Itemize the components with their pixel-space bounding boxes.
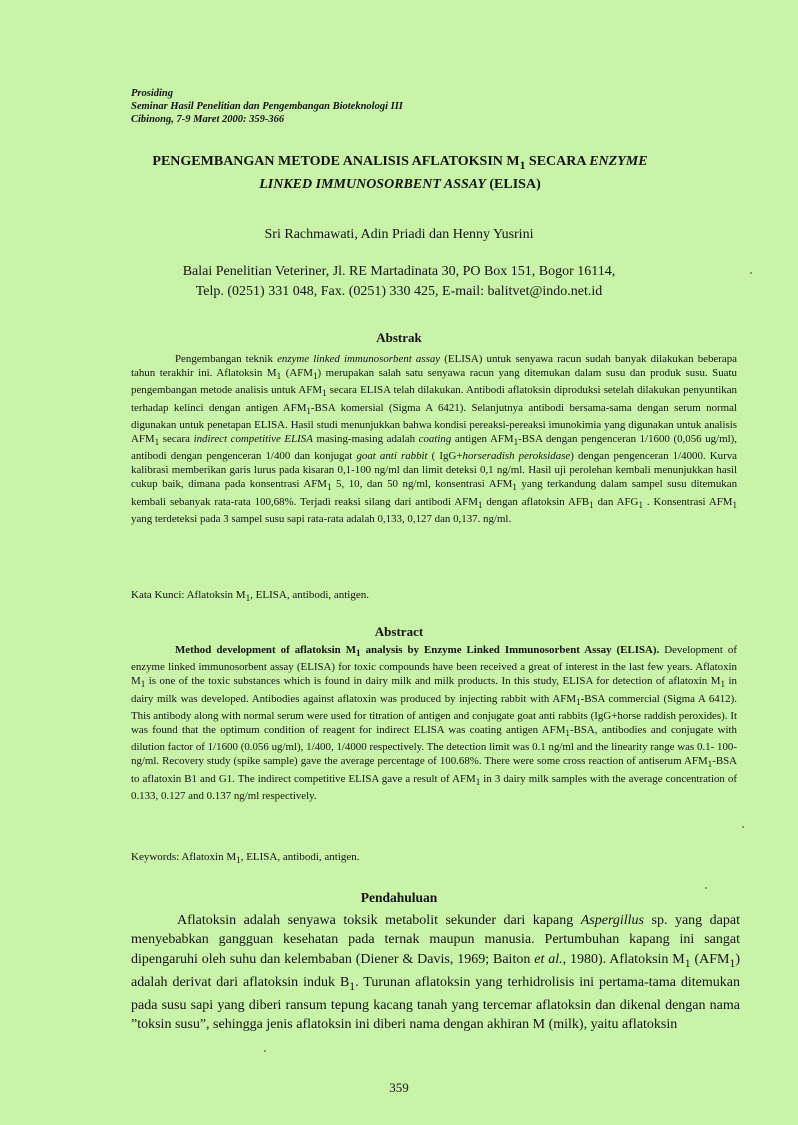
- authors: Sri Rachmawati, Adin Priadi dan Henny Yusrini: [264, 227, 534, 242]
- affiliation: [0, 262, 798, 302]
- proceeding-info: [131, 87, 403, 126]
- abstract-keywords: Keywords: Aflatoxin $M_1$, ELISA, antibodi, antigen.: [131, 851, 360, 866]
- abstract-text: Method development of aflatoksin $M_1$ analysis by Enzyme Linked Immunosorbent Assay (ELISA). Development of enzyme linked immunosorbent assay (ELISA) for toxic compounds have been received a great of interest in the last few years. Aflatoxin $M_1$ is one of the toxic substances which is found in dairy milk and milk products. In this study, ELISA for detection of aflatoxin $M_1$ in dairy milk was developed. Antibodies against aflatoxin was produced by injecting rabbit with $AFM_1$-BSA commercial (Sigma A 6412). This antibody along with normal serum were used for titration of antigen and conjugate goat anti rabbits (IgG+horse raddish peroxides). It was found that the optimum condition of reagent for indirect ELISA was coating antigen $AFM_1$-BSA, antibodies and conjugate with dilution factor of 1/1600 (0.056 ug/ml), 1/400, 1/4000 respectively. The detection limit was 0.1 ng/ml and the linearity range was 0.1- 100-ng/ml. Recovery study (spike sample) gave the average percentage of 100.68%. There were some cross reaction of antiserum $AFM_1$-BSA to aflatoxin B1 and G1. The indirect competitive ELISA gave a result of $AFM_1$ in 3 dairy milk samples with the average concentration of 0.133, 0.127 and 0.137 ng/ml respectively.: [131, 644, 737, 802]
- affiliation-address: Balai Penelitian Veteriner, Jl. RE Martadinata 30, PO Box 151, Bogor 16114,: [182, 264, 616, 279]
- scan-speck: [742, 826, 744, 828]
- pendahuluan-text: Aflatoksin adalah senyawa toksik metabolit sekunder dari kapang Aspergillus sp. yang dapat menyebabkan gangguan kesehatan pada ternak maupun manusia. Pertumbuhan kapang ini sangat dipengaruhi oleh suhu dan kelembaban (Diener & Davis, 1969; Baiton et al., 1980). Aflatoksin $M_1$ $(AFM_1)$ adalah derivat dari aflatoksin induk $B_1$. Turunan aflatoksin yang terhidrolisis ini pertama-tama ditemukan pada susu sapi yang diberi ransum tepung kacang tanah yang tercemar aflatoksin dan dikenal dengan nama ”toksin susu”, sehingga jenis aflatoksin ini diberi nama dengan akhiran M (milk), yaitu aflatoksin: [131, 913, 741, 1033]
- abstrak-keywords: Kata Kunci: Aflatoksin $M_1$, ELISA, antibodi, antigen.: [131, 589, 369, 604]
- scan-speck: [264, 1050, 266, 1052]
- affiliation-contact: Telp. (0251) 331 048, Fax. (0251) 330 425, E-mail: balitvet@indo.net.id: [195, 284, 603, 299]
- paper-title: PENGEMBANGAN METODE ANALISIS AFLATOKSIN $M_1$ SECARA ENZYME LINKED IMMUNOSORBENT ASSAY (ELISA): [152, 154, 648, 192]
- proceeding-label: Prosiding: [131, 88, 174, 99]
- abstrak-text: Pengembangan teknik enzyme linked immunosorbent assay (ELISA) untuk senyawa racun sudah banyak dilakukan beberapa tahun terakhir ini. Aflatoksin $M_1$ $(AFM_1)$ merupakan salah satu senyawa racun yang ditemukan dalam susu dan produk susu. Suatu pengembangan metode analisis untuk $AFM_1$ secara ELISA telah dilakukan. Antibodi aflatoksin diproduksi setelah dilakukan penyuntikan terhadap kelinci dengan antigen $AFM_1$-BSA komersial (Sigma A 6421). Selanjutnya antibodi bersama-sama dengan serum normal digunakan untuk penetapan ELISA. Hasil studi menunjukkan bahwa kondisi pereaksi-pereaksi imunokimia yang digunakan untuk analisis $AFM_1$ secara indirect competitive ELISA masing-masing adalah coating antigen $AFM_1$-BSA dengan pengenceran 1/1600 (0,056 ug/ml), antibodi dengan pengenceran 1/400 dan konjugat goat anti rabbit ( IgG+horseradish peroksidase) dengan pengenceran 1/4000. Kurva kalibrasi memberikan garis lurus pada kisaran 0,1-100 ng/ml dan limit deteksi 0,1 ng/ml. Hasil uji perolehan kembali menunjukkan hasil cukup baik, dimana pada konsentrasi $AFM_1$ 5, 10, dan 50 ng/ml, konsentrasi $AFM_1$ yang terkandung dalam sampel susu ditemukan kembali sebanyak rata-rata 100,68%. Terjadi reaksi silang dari antibodi $AFM_1$ dengan aflatoksin $AFB_1$ dan $AFG_1$ . Konsentrasi $AFM_1$ yang terdeteksi pada 3 sampel susu sapi rata-rata adalah 0,133, 0,127 dan 0,137. ng/ml.: [131, 353, 738, 525]
- page-number: 359: [389, 1080, 409, 1095]
- pendahuluan-heading: Pendahuluan: [360, 890, 438, 905]
- seminar-name: Seminar Hasil Penelitian dan Pengembangan Bioteknologi III: [131, 101, 403, 112]
- scan-speck: [705, 887, 707, 889]
- abstrak-heading: Abstrak: [376, 330, 422, 345]
- abstract-heading: Abstract: [374, 624, 424, 639]
- scan-speck: [750, 272, 752, 274]
- seminar-date-pages: Cibinong, 7-9 Maret 2000: 359-366: [131, 114, 285, 125]
